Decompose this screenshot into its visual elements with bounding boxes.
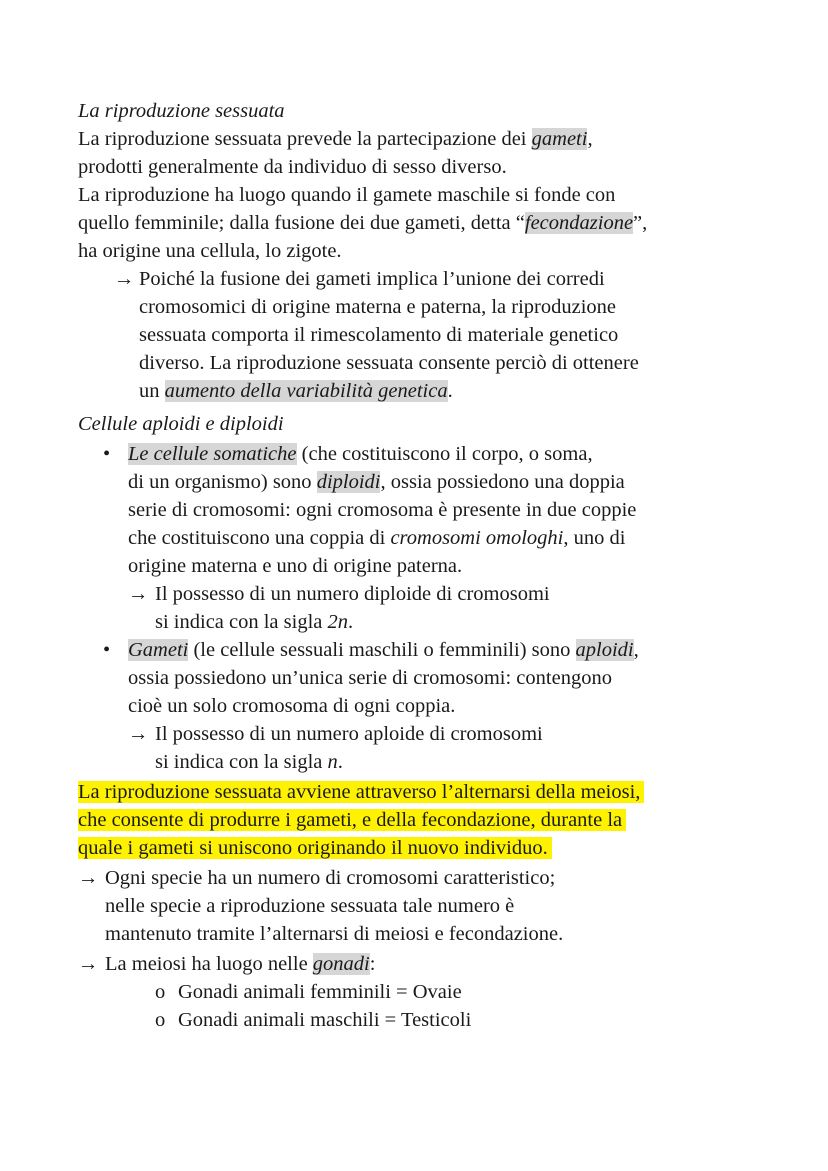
key-sentence-line <box>78 778 644 806</box>
sub-note-line <box>155 608 353 636</box>
arrow-note-line: Poiché la fusione dei gameti implica l’unione dei corredi <box>139 268 605 290</box>
note-line: mantenuto tramite l’alternarsi di meiosi e fecondazione. <box>105 923 564 945</box>
note-line <box>105 950 375 978</box>
arrow-note-line: sessuata comporta il rimescolamento di materiale genetico <box>139 324 619 346</box>
highlighted-term-gonadi: gonadi <box>312 953 370 975</box>
arrow-icon: → <box>78 867 99 889</box>
paragraph-line: ha origine una cellula, lo zigote. <box>78 240 342 262</box>
italic-term-n: n <box>327 751 338 773</box>
text: , uno di <box>563 527 626 549</box>
text: , ossia possiedono una doppia <box>380 471 625 493</box>
text: che costituiscono una coppia di <box>128 527 391 549</box>
text: quello femminile; dalla fusione dei due gameti, detta “ <box>78 212 525 234</box>
bullet-line <box>128 468 625 496</box>
text: (le cellule sessuali maschili o femminili) sono <box>188 639 576 661</box>
bullet-icon: • <box>103 639 111 661</box>
list-item-testicoli: Gonadi animali maschili = Testicoli <box>178 1009 472 1031</box>
text: La meiosi ha luogo nelle <box>105 953 313 975</box>
arrow-icon: → <box>128 723 149 745</box>
bullet-line: cioè un solo cromosoma di ogni coppia. <box>128 695 456 717</box>
highlighted-term-cellule-somatiche: Le cellule somatiche <box>128 443 297 465</box>
text: . <box>337 751 343 773</box>
sub-note-line <box>155 748 343 776</box>
text: , <box>587 128 593 150</box>
bullet-line: origine materna e uno di origine paterna. <box>128 555 463 577</box>
arrow-note-line <box>139 377 453 405</box>
key-sentence-line <box>78 806 626 834</box>
sub-note-line: Il possesso di un numero diploide di cromosomi <box>155 583 550 605</box>
text: La riproduzione sessuata prevede la partecipazione dei <box>78 128 532 150</box>
key-sentence-line <box>78 834 552 862</box>
yellow-highlight: quale i gameti si uniscono originando il nuovo individuo. <box>78 837 552 859</box>
sub-note-line: Il possesso di un numero aploide di cromosomi <box>155 723 543 745</box>
text: , <box>633 639 639 661</box>
note-line: nelle specie a riproduzione sessuata tale numero è <box>105 895 515 917</box>
yellow-highlight: La riproduzione sessuata avviene attraverso l’alternarsi della meiosi, <box>78 781 644 803</box>
heading-riproduzione-sessuata: La riproduzione sessuata <box>78 100 285 122</box>
bullet-line: ossia possiedono un’unica serie di cromosomi: contengono <box>128 667 612 689</box>
italic-term-cromosomi-omologhi: cromosomi omologhi <box>390 527 564 549</box>
paragraph-line: prodotti generalmente da individuo di sesso diverso. <box>78 156 507 178</box>
text: . <box>348 611 354 633</box>
note-line: Ogni specie ha un numero di cromosomi caratteristico; <box>105 867 556 889</box>
text: si indica con la sigla <box>155 611 328 633</box>
circle-bullet-icon: o <box>155 981 166 1003</box>
text: (che costituiscono il corpo, o soma, <box>296 443 593 465</box>
highlighted-term-diploidi: diploidi <box>316 471 381 493</box>
yellow-highlight: che consente di produrre i gameti, e della fecondazione, durante la <box>78 809 626 831</box>
bullet-line <box>128 636 639 664</box>
text: : <box>369 953 376 975</box>
highlighted-term-gameti: Gameti <box>128 639 189 661</box>
bullet-icon: • <box>103 443 111 465</box>
highlighted-term-gameti: gameti <box>531 128 588 150</box>
bullet-line <box>128 440 593 468</box>
arrow-note-line: diverso. La riproduzione sessuata consente perciò di ottenere <box>139 352 639 374</box>
paragraph-line <box>78 125 593 153</box>
text: . <box>447 380 453 402</box>
arrow-note-line: cromosomici di origine materna e paterna, la riproduzione <box>139 296 617 318</box>
paragraph-line <box>78 209 647 237</box>
text: ”, <box>633 212 648 234</box>
list-item-ovaie: Gonadi animali femminili = Ovaie <box>178 981 462 1003</box>
italic-term-2n: 2n <box>327 611 348 633</box>
bullet-line <box>128 524 625 552</box>
highlighted-term-aploidi: aploidi <box>575 639 634 661</box>
circle-bullet-icon: o <box>155 1009 166 1031</box>
arrow-icon: → <box>114 268 135 290</box>
heading-cellule-aploidi-diploidi: Cellule aploidi e diploidi <box>78 413 284 435</box>
text: di un organismo) sono <box>128 471 317 493</box>
highlighted-term-variabilita: aumento della variabilità genetica <box>164 380 448 402</box>
arrow-icon: → <box>78 953 99 975</box>
text: si indica con la sigla <box>155 751 328 773</box>
arrow-icon: → <box>128 583 149 605</box>
text: un <box>139 380 165 402</box>
bullet-line: serie di cromosomi: ogni cromosoma è presente in due coppie <box>128 499 637 521</box>
highlighted-term-fecondazione: fecondazione <box>524 212 634 234</box>
paragraph-line: La riproduzione ha luogo quando il gamete maschile si fonde con <box>78 184 616 206</box>
